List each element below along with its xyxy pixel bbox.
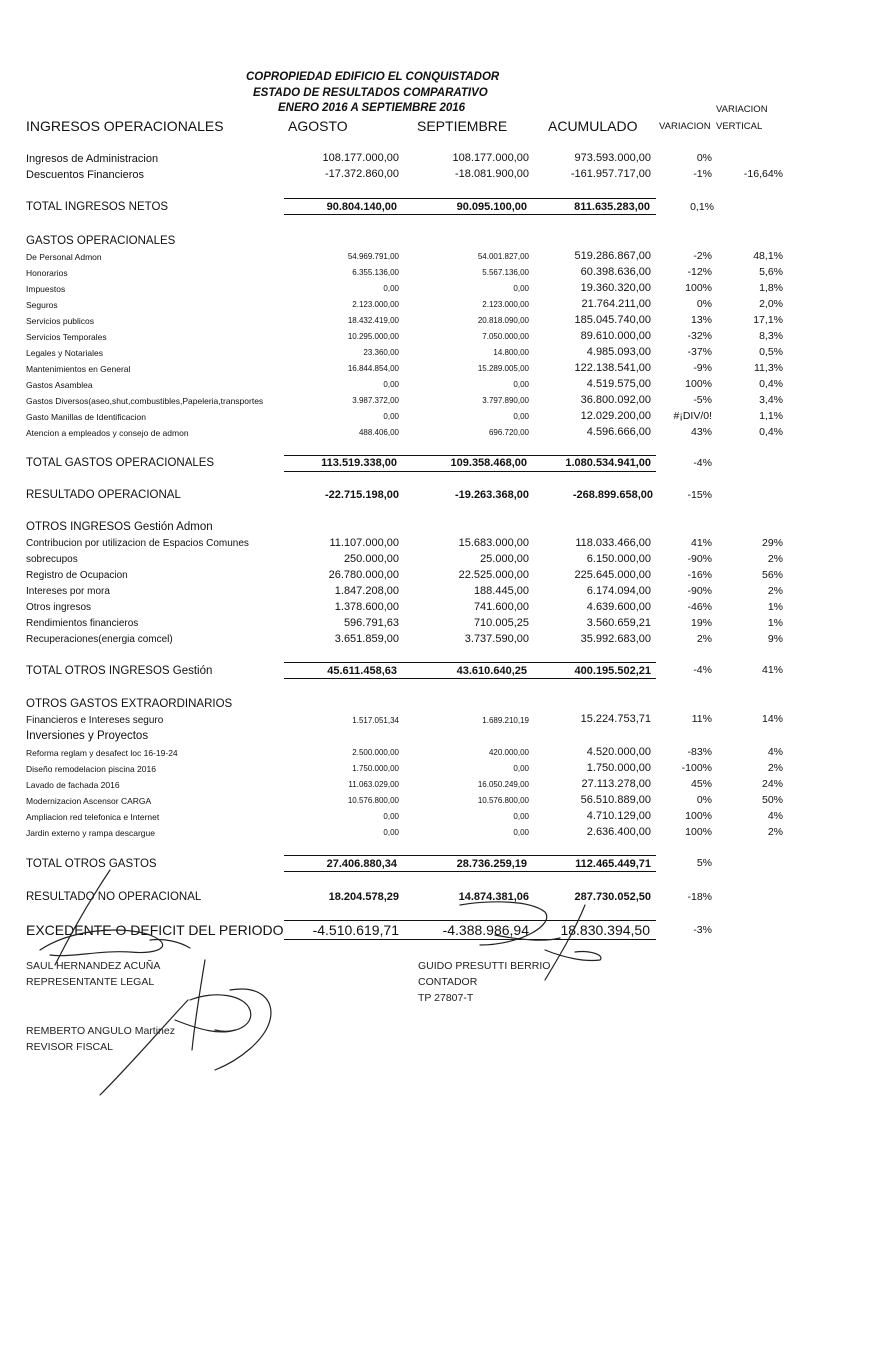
cell-vertical: 1% — [767, 617, 783, 629]
cell-agosto: 10.576.800,00 — [347, 796, 399, 805]
cell-acumulado: 519.286.867,00 — [574, 250, 651, 262]
cell-acumulado: -268.899.658,00 — [572, 489, 653, 501]
cell-variacion: -9% — [693, 362, 712, 374]
cell-variacion: -37% — [687, 346, 712, 358]
contador-name: GUIDO PRESUTTI BERRIO — [418, 960, 551, 972]
cell-variacion: -1% — [693, 168, 712, 180]
cell-acumulado: 185.045.740,00 — [574, 314, 651, 326]
cell-septiembre: 0,00 — [513, 284, 529, 293]
cell-variacion: -90% — [687, 585, 712, 597]
cell-vertical: -16,64% — [743, 168, 783, 180]
total-otros-gastos-label: TOTAL OTROS GASTOS — [26, 858, 157, 870]
cell-vertical: 11,3% — [754, 362, 783, 374]
cell-variacion: -83% — [687, 746, 712, 758]
cell-vertical: 56% — [761, 569, 783, 581]
cell-septiembre: 696.720,00 — [488, 428, 529, 437]
cell-agosto: 27.406.880,34 — [326, 858, 397, 870]
report-title: ESTADO DE RESULTADOS COMPARATIVO — [253, 87, 488, 99]
cell-acumulado: 112.465.449,71 — [575, 858, 651, 870]
cell-acumulado: 4.596.666,00 — [586, 426, 651, 438]
cell-acumulado: 1.080.534.941,00 — [565, 457, 651, 469]
col-header-septiembre: SEPTIEMBRE — [417, 118, 508, 134]
col-header-acumulado: ACUMULADO — [548, 118, 638, 134]
cell-vertical: 4% — [767, 810, 783, 822]
row-label: Honorarios — [26, 268, 68, 278]
cell-agosto: -17.372.860,00 — [324, 168, 399, 180]
cell-acumulado: 18.830.394,50 — [560, 922, 650, 938]
cell-variacion: 5% — [696, 857, 712, 869]
cell-variacion: 43% — [690, 426, 712, 438]
cell-variacion: -90% — [687, 553, 712, 565]
row-label: Otros ingresos — [26, 602, 92, 613]
cell-vertical: 2% — [767, 826, 783, 838]
cell-septiembre: 7.050.000,00 — [482, 332, 529, 341]
cell-septiembre: 16.050.249,00 — [477, 780, 529, 789]
cell-septiembre: 90.095.100,00 — [456, 201, 527, 213]
cell-septiembre: 20.818.090,00 — [477, 316, 529, 325]
cell-vertical: 1% — [767, 601, 783, 613]
cell-agosto: 488.406,00 — [358, 428, 399, 437]
cell-agosto: 113.519.338,00 — [321, 457, 397, 469]
cell-variacion: 100% — [685, 826, 712, 838]
cell-septiembre: 1.689.210,19 — [482, 716, 529, 725]
cell-acumulado: -161.957.717,00 — [570, 168, 651, 180]
cell-vertical: 0,5% — [759, 346, 783, 358]
cell-vertical: 8,3% — [759, 330, 783, 342]
row-label: Gastos Diversos(aseo,shut,combustibles,Papeleria,transportes — [26, 396, 264, 406]
cell-agosto: 1.378.600,00 — [334, 601, 399, 613]
cell-agosto: 6.355.136,00 — [352, 268, 399, 277]
cell-agosto: 1.847.208,00 — [334, 585, 399, 597]
col-header-variacion: VARIACION — [659, 121, 711, 132]
cell-vertical: 0,4% — [759, 378, 783, 390]
cell-variacion: -15% — [687, 489, 712, 501]
cell-acumulado: 60.398.636,00 — [580, 266, 651, 278]
cell-vertical: 14% — [761, 713, 783, 725]
cell-vertical: 29% — [761, 537, 783, 549]
cell-variacion: 11% — [691, 713, 712, 725]
cell-acumulado: 973.593.000,00 — [574, 152, 651, 164]
representante-name: SAUL HERNANDEZ ACUÑA — [26, 960, 161, 972]
cell-septiembre: 22.525.000,00 — [458, 569, 529, 581]
row-label: Lavado de fachada 2016 — [26, 780, 120, 790]
cell-septiembre: -19.263.368,00 — [454, 489, 529, 501]
cell-acumulado: 1.750.000,00 — [586, 762, 651, 774]
cell-vertical: 24% — [761, 778, 783, 790]
row-label: Ampliacion red telefonica e Internet — [26, 812, 160, 822]
row-label: Reforma reglam y desafect loc 16-19-24 — [26, 748, 178, 758]
cell-vertical: 9% — [767, 633, 783, 645]
row-label: Diseño remodelacion piscina 2016 — [26, 764, 156, 774]
cell-septiembre: 15.289.005,00 — [477, 364, 529, 373]
cell-septiembre: 2.123.000,00 — [482, 300, 529, 309]
cell-variacion: -32% — [687, 330, 712, 342]
cell-agosto: 26.780.000,00 — [328, 569, 399, 581]
cell-variacion: -18% — [687, 891, 712, 903]
cell-variacion: #¡DIV/0! — [673, 410, 712, 422]
cell-septiembre: 14.874.381,06 — [458, 891, 529, 903]
cell-vertical: 0,4% — [759, 426, 783, 438]
row-label: Gasto Manillas de Identificacion — [26, 412, 147, 422]
cell-variacion: -2% — [693, 250, 712, 262]
cell-agosto: 10.295.000,00 — [347, 332, 399, 341]
cell-acumulado: 118.033.466,00 — [575, 537, 651, 549]
cell-variacion: 2% — [696, 633, 712, 645]
section-inversiones: Inversiones y Proyectos — [26, 730, 149, 742]
cell-variacion: 45% — [690, 778, 712, 790]
cell-variacion: -46% — [687, 601, 712, 613]
cell-agosto: -22.715.198,00 — [324, 489, 399, 501]
section-otros-ingresos: OTROS INGRESOS Gestión Admon — [26, 521, 213, 533]
cell-septiembre: -4.388.986,94 — [442, 922, 529, 938]
cell-septiembre: 0,00 — [513, 380, 529, 389]
cell-acumulado: 4.639.600,00 — [586, 601, 651, 613]
row-label: sobrecupos — [26, 554, 78, 565]
cell-septiembre: 14.800,00 — [493, 348, 529, 357]
cell-agosto: 2.500.000,00 — [352, 748, 399, 757]
cell-agosto: 11.063.029,00 — [348, 780, 399, 789]
cell-acumulado: 811.635.283,00 — [574, 201, 650, 213]
cell-agosto: 54.969.791,00 — [347, 252, 399, 261]
total-gastos-label: TOTAL GASTOS OPERACIONALES — [26, 457, 215, 469]
cell-agosto: 2.123.000,00 — [352, 300, 399, 309]
row-label: Legales y Notariales — [26, 348, 104, 358]
revisor-name: REMBERTO ANGULO Martinez — [26, 1025, 175, 1037]
cell-acumulado: 89.610.000,00 — [580, 330, 651, 342]
cell-variacion: -100% — [681, 762, 712, 774]
contador-role: CONTADOR — [418, 976, 478, 988]
row-label: Recuperaciones(energia comcel) — [26, 634, 173, 645]
cell-vertical: 1,8% — [759, 282, 783, 294]
cell-vertical: 17,1% — [753, 314, 783, 326]
cell-agosto: 1.750.000,00 — [352, 764, 399, 773]
cell-acumulado: 4.710.129,00 — [586, 810, 651, 822]
cell-acumulado: 2.636.400,00 — [586, 826, 651, 838]
cell-variacion: 100% — [685, 810, 712, 822]
row-label: Impuestos — [26, 284, 66, 294]
col-header-vertical: VERTICAL — [716, 121, 763, 132]
cell-vertical: 41% — [761, 664, 783, 676]
cell-septiembre: 741.600,00 — [473, 601, 529, 613]
company-name: COPROPIEDAD EDIFICIO EL CONQUISTADOR — [246, 71, 500, 83]
cell-acumulado: 400.195.502,21 — [574, 665, 651, 677]
cell-agosto: 1.517.051,34 — [352, 716, 399, 725]
cell-septiembre: 54.001.827,00 — [477, 252, 529, 261]
cell-agosto: 90.804.140,00 — [326, 201, 397, 213]
cell-variacion: 100% — [685, 378, 712, 390]
cell-septiembre: 108.177.000,00 — [452, 152, 529, 164]
cell-variacion: -12% — [687, 266, 712, 278]
cell-variacion: 0% — [696, 298, 712, 310]
cell-acumulado: 56.510.889,00 — [580, 794, 651, 806]
cell-septiembre: 710.005,25 — [473, 617, 529, 629]
cell-variacion: 0% — [696, 794, 712, 806]
cell-variacion: -16% — [687, 569, 712, 581]
cell-vertical: 2% — [767, 553, 783, 565]
cell-septiembre: 3.737.590,00 — [464, 633, 529, 645]
cell-septiembre: 0,00 — [513, 764, 529, 773]
row-label: Intereses por mora — [26, 586, 110, 597]
cell-acumulado: 12.029.200,00 — [580, 410, 651, 422]
cell-agosto: 3.651.859,00 — [334, 633, 399, 645]
cell-vertical: 50% — [761, 794, 783, 806]
cell-acumulado: 122.138.541,00 — [574, 362, 651, 374]
cell-acumulado: 4.520.000,00 — [586, 746, 651, 758]
cell-septiembre: 0,00 — [513, 828, 529, 837]
row-label: Gastos Asamblea — [26, 380, 93, 390]
row-label: Servicios Temporales — [26, 332, 107, 342]
cell-septiembre: 0,00 — [513, 812, 529, 821]
cell-variacion: 13% — [690, 314, 712, 326]
cell-septiembre: 10.576.800,00 — [477, 796, 529, 805]
cell-agosto: 250.000,00 — [343, 553, 399, 565]
cell-vertical: 2,0% — [759, 298, 783, 310]
cell-agosto: -4.510.619,71 — [312, 922, 399, 938]
row-label: Atencion a empleados y consejo de admon — [26, 428, 189, 438]
variacion-top-heading: VARIACION — [716, 104, 768, 115]
col-header-agosto: AGOSTO — [288, 118, 348, 134]
cell-septiembre: 5.567.136,00 — [482, 268, 529, 277]
row-label: Registro de Ocupacion — [26, 570, 128, 581]
cell-acumulado: 3.560.659,21 — [586, 617, 651, 629]
resultado-operacional-label: RESULTADO OPERACIONAL — [26, 489, 181, 501]
cell-septiembre: 3.797.890,00 — [482, 396, 529, 405]
row-label: Modernizacion Ascensor CARGA — [26, 796, 152, 806]
cell-variacion: 41% — [690, 537, 712, 549]
row-label: Ingresos de Administracion — [26, 153, 159, 165]
cell-septiembre: -18.081.900,00 — [454, 168, 529, 180]
cell-septiembre: 28.736.259,19 — [456, 858, 527, 870]
cell-agosto: 23.360,00 — [363, 348, 399, 357]
cell-agosto: 3.987.372,00 — [352, 396, 399, 405]
cell-agosto: 45.611.458,63 — [327, 665, 397, 677]
cell-variacion: 0% — [696, 152, 712, 164]
cell-variacion: 19% — [690, 617, 712, 629]
cell-acumulado: 27.113.278,00 — [581, 778, 651, 790]
row-label: Mantenimientos en General — [26, 364, 131, 374]
section-ingresos-operacionales: INGRESOS OPERACIONALES — [26, 118, 224, 134]
cell-agosto: 0,00 — [383, 380, 399, 389]
cell-agosto: 11.107.000,00 — [329, 537, 399, 549]
cell-septiembre: 15.683.000,00 — [458, 537, 529, 549]
report-period: ENERO 2016 A SEPTIEMBRE 2016 — [278, 102, 466, 114]
cell-acumulado: 6.174.094,00 — [586, 585, 651, 597]
section-gastos-operacionales: GASTOS OPERACIONALES — [26, 235, 176, 247]
cell-variacion: -3% — [693, 924, 712, 936]
contador-tp: TP 27807-T — [418, 992, 474, 1004]
cell-acumulado: 4.519.575,00 — [586, 378, 651, 390]
excedente-label: EXCEDENTE O DEFICIT DEL PERIODO — [26, 922, 284, 938]
row-label: Rendimientos financieros — [26, 618, 139, 629]
cell-agosto: 0,00 — [383, 828, 399, 837]
cell-agosto: 0,00 — [383, 812, 399, 821]
cell-vertical: 4% — [767, 746, 783, 758]
cell-vertical: 48,1% — [753, 250, 783, 262]
cell-agosto: 596.791,63 — [343, 617, 399, 629]
cell-variacion: 0,1% — [690, 201, 714, 213]
cell-acumulado: 15.224.753,71 — [580, 713, 651, 725]
cell-acumulado: 287.730.052,50 — [574, 891, 651, 903]
cell-acumulado: 36.800.092,00 — [580, 394, 651, 406]
cell-septiembre: 188.445,00 — [473, 585, 529, 597]
cell-variacion: -4% — [693, 664, 712, 676]
cell-variacion: 100% — [685, 282, 712, 294]
cell-agosto: 18.204.578,29 — [328, 891, 399, 903]
cell-septiembre: 420.000,00 — [488, 748, 529, 757]
cell-septiembre: 43.610.640,25 — [456, 665, 527, 677]
representante-role: REPRESENTANTE LEGAL — [26, 976, 155, 988]
row-label: Servicios publicos — [26, 316, 95, 326]
cell-agosto: 108.177.000,00 — [322, 152, 399, 164]
cell-variacion: -4% — [693, 457, 712, 469]
cell-acumulado: 4.985.093,00 — [586, 346, 651, 358]
row-label: De Personal Admon — [26, 252, 102, 262]
cell-vertical: 2% — [767, 762, 783, 774]
row-label: Contribucion por utilizacion de Espacios Comunes — [26, 538, 249, 549]
cell-acumulado: 6.150.000,00 — [586, 553, 651, 565]
cell-septiembre: 25.000,00 — [480, 553, 529, 565]
cell-acumulado: 35.992.683,00 — [580, 633, 651, 645]
cell-acumulado: 19.360.320,00 — [580, 282, 651, 294]
section-otros-gastos: OTROS GASTOS EXTRAORDINARIOS — [26, 698, 233, 710]
cell-vertical: 1,1% — [759, 410, 783, 422]
cell-vertical: 5,6% — [759, 266, 783, 278]
cell-septiembre: 0,00 — [513, 412, 529, 421]
row-label: Descuentos Financieros — [26, 169, 145, 181]
total-ingresos-label: TOTAL INGRESOS NETOS — [26, 201, 169, 213]
cell-acumulado: 21.764.211,00 — [581, 298, 651, 310]
cell-agosto: 0,00 — [383, 412, 399, 421]
cell-vertical: 3,4% — [759, 394, 783, 406]
cell-agosto: 0,00 — [383, 284, 399, 293]
row-label: Financieros e Intereses seguro — [26, 715, 164, 726]
cell-variacion: -5% — [693, 394, 712, 406]
cell-agosto: 16.844.854,00 — [347, 364, 399, 373]
row-label: Seguros — [26, 300, 58, 310]
cell-agosto: 18.432.419,00 — [347, 316, 399, 325]
resultado-no-operacional-label: RESULTADO NO OPERACIONAL — [26, 891, 202, 903]
row-label: Jardin externo y rampa descargue — [26, 828, 155, 838]
cell-septiembre: 109.358.468,00 — [450, 457, 527, 469]
revisor-role: REVISOR FISCAL — [26, 1041, 113, 1053]
cell-acumulado: 225.645.000,00 — [574, 569, 651, 581]
cell-vertical: 2% — [767, 585, 783, 597]
total-otros-ingresos-label: TOTAL OTROS INGRESOS Gestión — [26, 665, 213, 677]
